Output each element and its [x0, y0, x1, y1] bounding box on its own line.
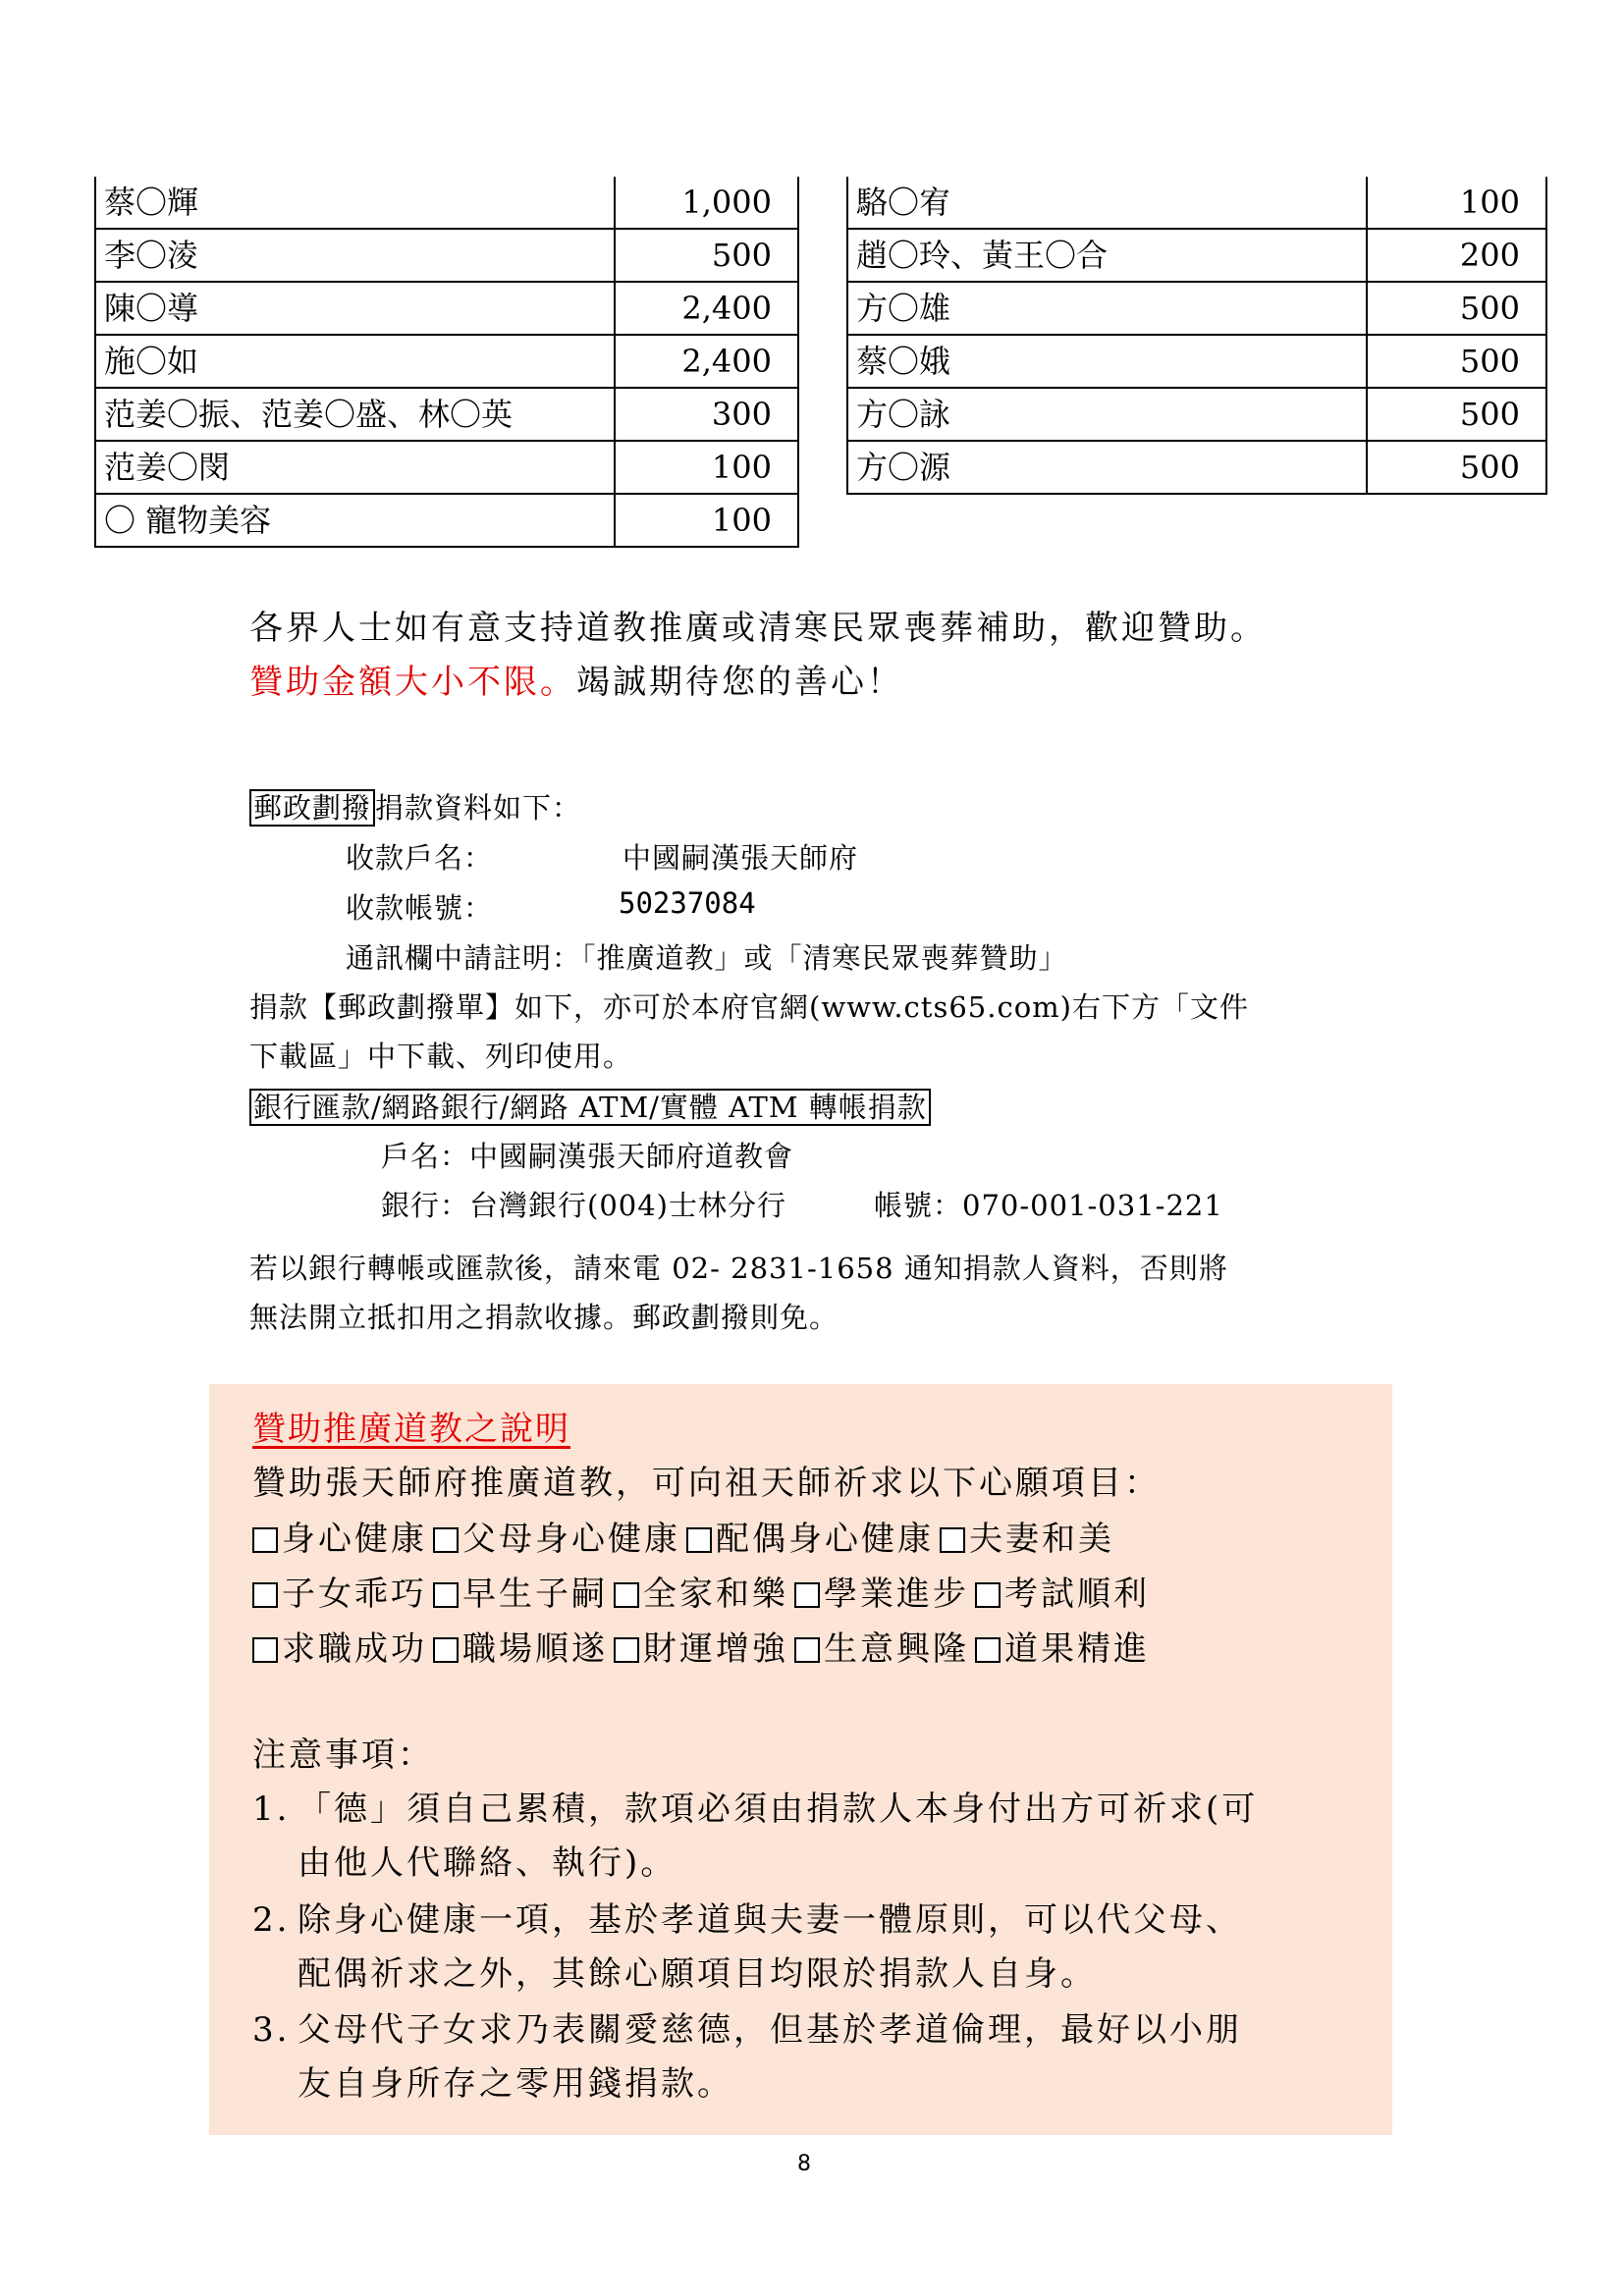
appeal-highlight: 贊助金額大小不限。 [249, 663, 576, 702]
wish-item: 早生子嗣 [433, 1567, 608, 1615]
note-item: 1. 「德」須自己累積，款項必須由捐款人本身付出方可祈求(可 [252, 1789, 1259, 1829]
donor-amount: 2,400 [615, 282, 798, 335]
wish-row [252, 1622, 1156, 1670]
table-row [847, 282, 1546, 335]
note-item-cont: 友自身所存之零用錢捐款。 [298, 2064, 733, 2104]
checkbox-icon [614, 1582, 639, 1608]
donor-name: 蔡〇輝 [95, 177, 615, 229]
wish-row [252, 1512, 1120, 1560]
memo-line: 通訊欄中請註明：「推廣道教」或「清寒民眾喪葬贊助」 [346, 941, 1068, 975]
donor-amount: 2,400 [615, 335, 798, 388]
table-row [95, 335, 798, 388]
form-line: 捐款【郵政劃撥單】如下，亦可於本府官網(www.cts65.com)右下方「文件 [249, 990, 1249, 1024]
donor-name: 〇 寵物美容 [95, 494, 615, 547]
bank-account-line: 帳號：070-001-031-221 [874, 1189, 1223, 1222]
payee-label: 收款戶名： [346, 841, 494, 875]
bank-heading [249, 1086, 931, 1126]
checkbox-icon [794, 1582, 820, 1608]
donor-amount: 500 [1367, 388, 1546, 441]
wish-item: 道果精進 [975, 1622, 1150, 1670]
wish-item: 求職成功 [252, 1622, 427, 1670]
donor-amount: 300 [615, 388, 798, 441]
sponsor-intro: 贊助張天師府推廣道教，可向祖天師祈求以下心願項目： [252, 1464, 1161, 1503]
donor-name: 施〇如 [95, 335, 615, 388]
donor-amount: 500 [1367, 335, 1546, 388]
donor-name: 方〇雄 [847, 282, 1367, 335]
bank-label-box: 銀行匯款/網路銀行/網路 ATM/實體 ATM 轉帳捐款 [249, 1089, 931, 1126]
postal-intro: 捐款資料如下： [375, 791, 582, 825]
wish-item: 財運增強 [614, 1622, 788, 1670]
payee-value: 中國嗣漢張天師府 [623, 841, 859, 875]
wish-row [252, 1567, 1156, 1615]
form-line-2: 下載區」中下載、列印使用。 [249, 1040, 633, 1073]
wish-item: 子女乖巧 [252, 1567, 427, 1615]
wish-item: 全家和樂 [614, 1567, 788, 1615]
table-row [95, 282, 798, 335]
donor-name: 駱〇宥 [847, 177, 1367, 229]
bank-branch-line: 銀行：台灣銀行(004)士林分行 [381, 1189, 786, 1222]
table-row [95, 229, 798, 282]
checkbox-icon [686, 1527, 712, 1553]
donor-name: 趙〇玲、黃王〇合 [847, 229, 1367, 282]
postal-heading [249, 786, 581, 827]
table-row [847, 177, 1546, 229]
note-item: 3. 父母代子女求乃表關愛慈德，但基於孝道倫理，最好以小朋 [252, 2010, 1242, 2050]
table-row [847, 441, 1546, 494]
appeal-line-2 [249, 655, 903, 703]
note-item: 2. 除身心健康一項，基於孝道與夫妻一體原則，可以代父母、 [252, 1900, 1242, 1940]
checkbox-icon [975, 1637, 1001, 1663]
checkbox-icon [433, 1582, 459, 1608]
wish-item: 夫妻和美 [940, 1512, 1114, 1560]
account-value: 50237084 [619, 886, 756, 920]
checkbox-icon [794, 1637, 820, 1663]
table-row [847, 229, 1546, 282]
donor-name: 范姜〇閔 [95, 441, 615, 494]
table-row [95, 177, 798, 229]
table-row [847, 335, 1546, 388]
donor-name: 范姜〇振、范姜〇盛、林〇英 [95, 388, 615, 441]
wish-item: 學業進步 [794, 1567, 969, 1615]
bank-notice-line: 若以銀行轉帳或匯款後，請來電 02- 2831-1658 通知捐款人資料，否則將 [249, 1252, 1228, 1285]
table-row [95, 441, 798, 494]
checkbox-icon [940, 1527, 965, 1553]
table-row [95, 494, 798, 547]
appeal-line: 各界人士如有意支持道教推廣或清寒民眾喪葬補助，歡迎贊助。 [249, 609, 1267, 648]
wish-item: 職場順遂 [433, 1622, 608, 1670]
account-label: 收款帳號： [346, 891, 494, 925]
wish-item: 身心健康 [252, 1512, 427, 1560]
checkbox-icon [252, 1582, 278, 1608]
donor-name: 方〇源 [847, 441, 1367, 494]
note-item-cont: 配偶祈求之外，其餘心願項目均限於捐款人自身。 [298, 1954, 1097, 1994]
wish-item: 生意興隆 [794, 1622, 969, 1670]
donor-amount: 1,000 [615, 177, 798, 229]
bank-name-line: 戶名：中國嗣漢張天師府道教會 [381, 1140, 794, 1173]
donor-amount: 200 [1367, 229, 1546, 282]
wish-item: 配偶身心健康 [686, 1512, 934, 1560]
donor-name: 方〇詠 [847, 388, 1367, 441]
table-row [847, 388, 1546, 441]
table-row [95, 388, 798, 441]
wish-item: 父母身心健康 [433, 1512, 680, 1560]
appeal-rest: 竭誠期待您的善心！ [576, 663, 903, 702]
donor-name: 蔡〇娥 [847, 335, 1367, 388]
donor-table-right [846, 177, 1547, 495]
sponsor-title: 贊助推廣道教之說明 [252, 1410, 570, 1449]
sponsor-panel [209, 1384, 1392, 2135]
checkbox-icon [433, 1637, 459, 1663]
donor-amount: 100 [615, 494, 798, 547]
donor-amount: 500 [1367, 441, 1546, 494]
donor-name: 李〇淩 [95, 229, 615, 282]
bank-notice-line-2: 無法開立抵扣用之捐款收據。郵政劃撥則免。 [249, 1301, 839, 1334]
notes-title: 注意事項： [252, 1735, 434, 1775]
note-item-cont: 由他人代聯絡、執行)。 [298, 1843, 677, 1883]
checkbox-icon [433, 1527, 459, 1553]
donor-amount: 100 [615, 441, 798, 494]
checkbox-icon [614, 1637, 639, 1663]
donor-name: 陳〇導 [95, 282, 615, 335]
checkbox-icon [975, 1582, 1001, 1608]
checkbox-icon [252, 1637, 278, 1663]
checkbox-icon [252, 1527, 278, 1553]
donor-amount: 500 [1367, 282, 1546, 335]
donor-amount: 100 [1367, 177, 1546, 229]
postal-label-box: 郵政劃撥 [249, 789, 375, 827]
donor-amount: 500 [615, 229, 798, 282]
donor-table-left [94, 177, 799, 548]
wish-item: 考試順利 [975, 1567, 1150, 1615]
page-number: 8 [797, 2152, 811, 2176]
